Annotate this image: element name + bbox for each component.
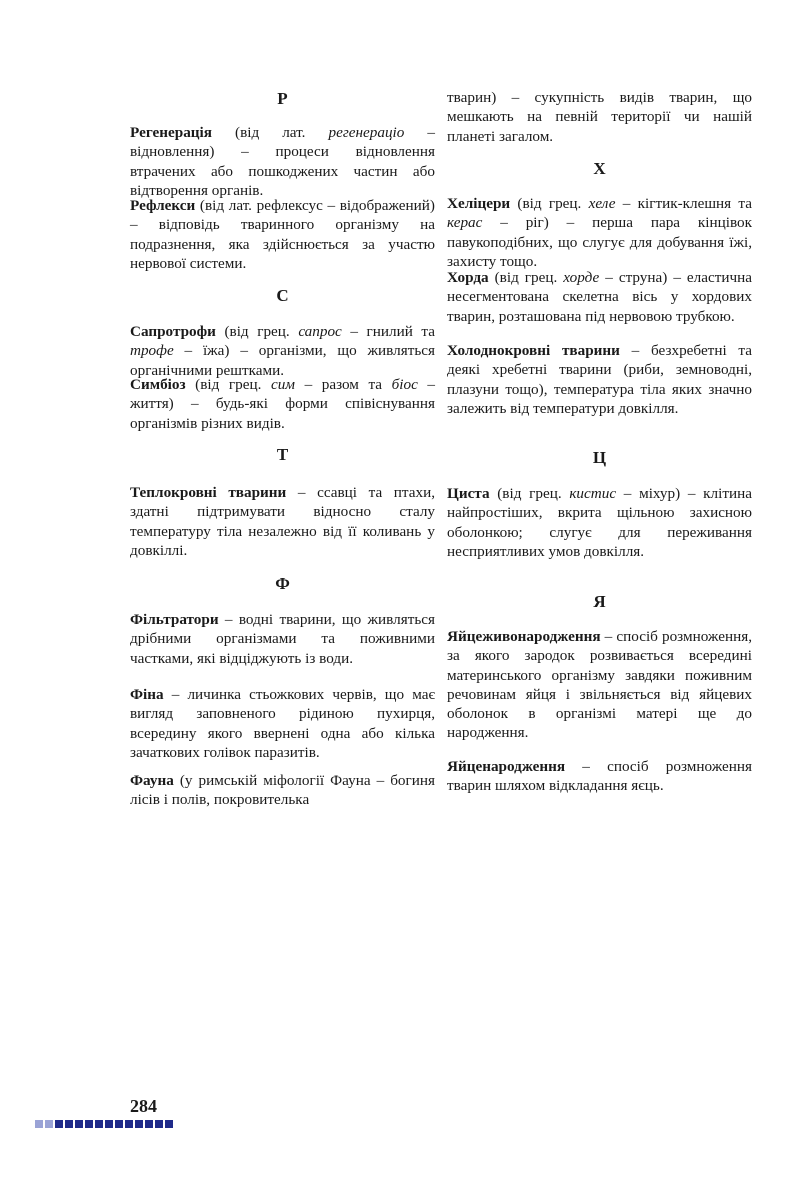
entry-text: – гнилий та	[341, 323, 435, 340]
entry-italic-term: регенераціо	[328, 124, 405, 141]
entry-term: Фільтратори	[130, 611, 219, 628]
entry-term: Яйцеживонародження	[447, 628, 601, 645]
entry-text: (від лат.	[211, 124, 329, 141]
entry-filtratory	[130, 610, 435, 668]
entry-text: – міхур) – клітина найпростіших, вкрита щільною захисною оболонкою; слугує для переживання несприятливих умов довкілля.	[447, 485, 752, 560]
entry-kholodnokrovni-tvaryny	[447, 341, 752, 418]
entry-text: – личинка стьожкових червів, що має вигляд заповненого рідиною пухирця, всередину якого ввернені одна або кілька зачаткових голівок паразитів.	[130, 686, 435, 761]
entry-term: Яйценародження	[447, 758, 566, 775]
entry-italic-term: сапрос	[298, 323, 342, 340]
entry-symbioz	[130, 375, 435, 433]
entry-yaitsenarodzhennia	[447, 757, 752, 796]
entry-tsysta	[447, 484, 752, 561]
entry-text: – відновлення) – процеси відновлення втрачених або пошкоджених частин або відтворення органів.	[130, 124, 435, 199]
entry-regeneratsiia	[130, 123, 435, 200]
entry-term: Рефлекси	[130, 197, 196, 214]
entry-term: Хеліцери	[447, 195, 511, 212]
section-letter-ya: Я	[593, 592, 606, 611]
entry-khelitsery	[447, 194, 752, 271]
entry-italic-term: хеле	[588, 195, 616, 212]
entry-refleksy	[130, 196, 435, 273]
entry-term: Циста	[447, 485, 490, 502]
entry-italic-term: трофе	[130, 342, 174, 360]
entry-saprotrofy	[130, 322, 435, 380]
entry-fauna	[130, 771, 435, 810]
entry-term: Симбіоз	[130, 376, 186, 393]
section-letter-kh: Х	[593, 159, 606, 178]
entry-term: Хорда	[447, 269, 489, 286]
entry-term: Фіна	[130, 686, 164, 703]
entry-italic-term: біос	[391, 376, 418, 393]
entry-term: Теплокровні тварини	[130, 484, 287, 501]
section-letter-f: Ф	[275, 574, 290, 593]
entry-text: – спосіб розмноження, за якого зародок розвивається всередині материнського організму завдяки поживним речовинам яйця і звільняється від яйцевих оболонок в організмі матері ще до народження.	[447, 628, 752, 742]
entry-italic-term: керас	[447, 214, 483, 232]
page-footer-decoration	[35, 1120, 173, 1128]
entry-text: (від грец.	[489, 485, 570, 502]
entry-khorda	[447, 268, 752, 326]
section-letter-ts: Ц	[592, 448, 607, 467]
section-letter-r: Р	[277, 89, 288, 108]
entry-italic-term: сим	[270, 376, 295, 393]
entry-text: – життя) – будь-які форми співіснування організмів різних видів.	[130, 376, 435, 432]
entry-text: (у римській міфології Фауна – богиня лісів і полів, покровителька	[130, 772, 435, 809]
entry-yaitsezhyvonarodzhennia	[447, 627, 752, 743]
entry-text: – струна) – еластична несегментована скелетна вісь у хордових тварин, розташована під нервовою трубкою.	[447, 269, 752, 325]
page-number: 284	[130, 1096, 157, 1116]
entry-text: (від грец.	[215, 323, 299, 340]
entry-text: (від лат. рефлексус – відображений) – відповідь тваринного організму на подразнення, яка здійснюється за участю нервової системи.	[130, 197, 435, 272]
entry-text: – разом та	[295, 376, 392, 393]
entry-text: – водні тварини, що живляться дрібними організмами та поживними частками, які відціджують із води.	[130, 611, 435, 667]
entry-italic-term: хорде	[563, 269, 600, 286]
entry-text: – безхребетні та деякі хребетні тварини (риби, земноводні, плазуни тощо), температура тіла яких значно залежить від температури довкілля.	[447, 342, 752, 417]
entry-text: – їжа) – організми, що живляться органічними рештками.	[130, 342, 435, 379]
entry-text: (від грец.	[488, 269, 564, 286]
section-letter-s: С	[276, 286, 289, 305]
entry-teplokrovni-tvaryny	[130, 483, 435, 560]
entry-term: Фауна	[130, 772, 174, 789]
entry-term: Сапротрофи	[130, 323, 216, 340]
entry-text: – ріг) – перша пара кінцівок павукоподібних, що слугує для добування їжі, захисту тощо.	[447, 214, 752, 270]
section-letter-t: Т	[276, 445, 289, 464]
entry-text: – спосіб розмноження тварин шляхом відкладання яєць.	[447, 758, 752, 795]
entry-text: – кігтик-клешня та	[615, 195, 752, 212]
entry-italic-term: кистис	[569, 485, 617, 502]
entry-text: (від грец.	[185, 376, 271, 393]
entry-text: – ссавці та птахи, здатні підтримувати відносно сталу температуру тіла незалежно від її коливань у довкіллі.	[130, 484, 435, 559]
entry-term: Регенерація	[130, 124, 212, 141]
entry-term: Холоднокровні тварини	[447, 342, 620, 359]
entry-text: (від грец.	[510, 195, 589, 212]
entry-fina	[130, 685, 435, 762]
entry-fauna-continuation: тварин) – сукупність видів тварин, що мешкають на певній території чи нашій планеті загалом.	[447, 89, 752, 145]
